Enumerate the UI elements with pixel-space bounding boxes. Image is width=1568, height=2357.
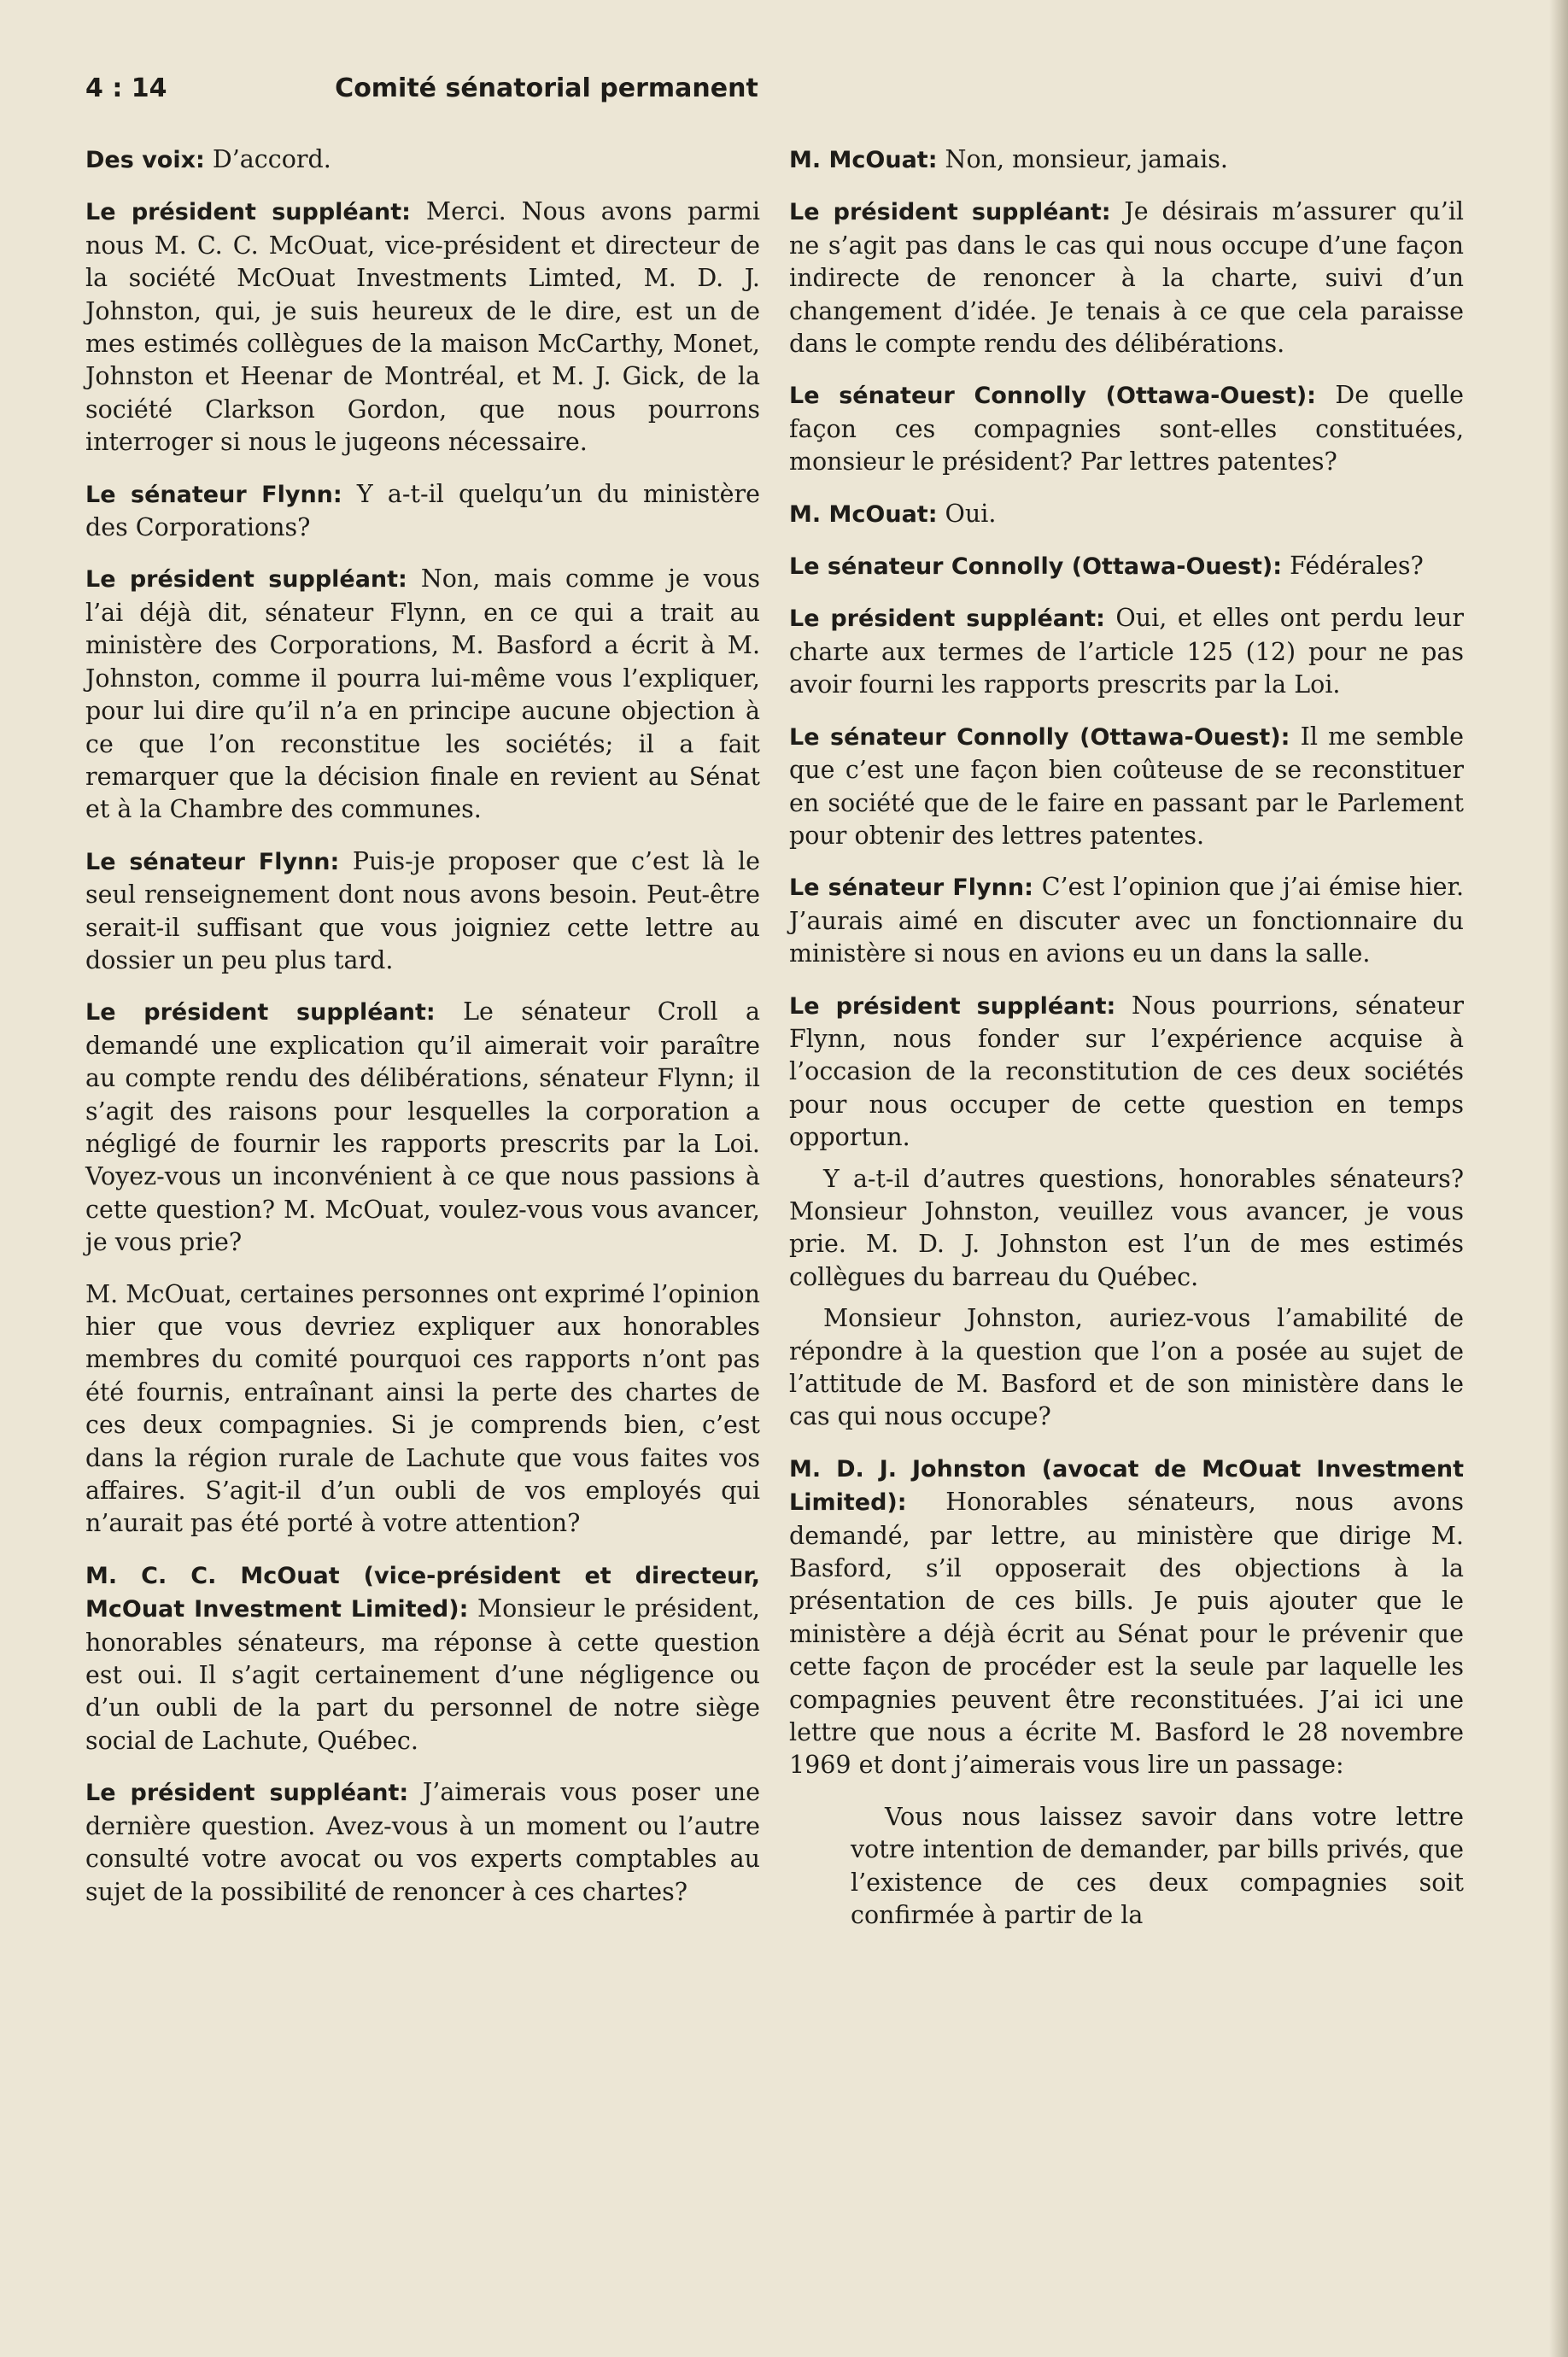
- speaker-name: M. McOuat:: [789, 147, 938, 173]
- speaker-name: M. McOuat:: [789, 500, 938, 528]
- speaker-name: M. C. C. McOuat (vice-président et directeur, McOuat Investment Limited):: [85, 1562, 760, 1623]
- speech-text: J’aimerais vous poser une dernière question. Avez-vous à un moment ou l’autre consulté votre avocat ou vos experts comptables au sujet de la possibilité de renoncer à ces chartes?: [85, 1778, 760, 1906]
- speech-text: Merci. Nous avons parmi nous M. C. C. McOuat, vice-président et directeur de la société McOuat Investments Limted, M. D. J. Johnston, qui, je suis heureux de le dire, est un de mes estimés collègues de la maison McCarthy, Monet, Johnston et Heenar de Montréal, et M. J. Gick, de la société Clarkson Gordon, que nous pourrons interroger si nous le jugeons nécessaire.: [85, 197, 760, 457]
- speech-text: De quelle façon ces compagnies sont-elles constituées, monsieur le président? Par lettres patentes?: [789, 381, 1464, 477]
- speaker-name: Le président suppléant:: [85, 999, 436, 1026]
- speaker-name: Le président suppléant:: [789, 199, 1111, 226]
- paragraph: [85, 1776, 760, 1909]
- speech-text: M. McOuat, certaines personnes ont exprimé l’opinion hier que vous devriez expliquer aux honorables membres du comité pourquoi ces rapports n’ont pas été fournis, entraînant ainsi la perte des chartes de ces deux compagnies. Si je comprends bien, c’est dans la région rurale de Lachute que vous faites vos affaires. S’agit-il d’un oubli de vos employés qui n’aurait pas été porté à votre attention?: [85, 1279, 760, 1538]
- block-quote: Vous nous laissez savoir dans votre lettre votre intention de demander, par bills privés, que l’existence de ces deux compagnies soit confirmée à partir de la: [851, 1802, 1464, 1930]
- speaker-name: Le président suppléant:: [789, 605, 1105, 633]
- paragraph: [789, 602, 1464, 701]
- speech-text: Nous pourrions, sénateur Flynn, nous fonder sur l’expérience acquise à l’occasion de la reconstitution de ces deux sociétés pour nous occuper de cette question en temps opportun.: [789, 991, 1464, 1152]
- speech-text: Puis-je proposer que c’est là le seul renseignement dont nous avons besoin. Peut-être serait-il suffisant que vous joigniez cette lettre au dossier un peu plus tard.: [85, 846, 761, 974]
- speech-text: D’accord.: [204, 145, 331, 173]
- speech-text: Le sénateur Croll a demandé une explication qu’il aimerait voir paraître au compte rendu des délibérations, sénateur Flynn; il s’agit des raisons pour lesquelles la corporation a négligé de fournir les rapports prescrits par la Loi. Voyez-vous un inconvénient à ce que nous passions à cette question? M. McOuat, voulez-vous vous avancer, je vous prie?: [85, 997, 760, 1257]
- speaker-name: Le sénateur Flynn:: [85, 481, 342, 508]
- speech-text: Il me semble que c’est une façon bien coûteuse de se reconstituer en société que de le faire en passant par le Parlement pour obtenir des lettres patentes.: [789, 722, 1464, 850]
- speaker-name: Le sénateur Connolly (Ottawa-Ouest):: [789, 553, 1283, 581]
- running-title: Comité sénatorial permanent: [335, 73, 758, 103]
- paragraph: [85, 478, 760, 545]
- paragraph: [789, 498, 1464, 531]
- paragraph: [789, 550, 1464, 583]
- speaker-name: Le président suppléant:: [85, 566, 407, 594]
- speech-text: Je désirais m’assurer qu’il ne s’agit pas dans le cas qui nous occupe d’une façon indirecte de renoncer à la charte, suivi d’un changement d’idée. Je tenais à ce que cela paraisse dans le compte rendu des délibérations.: [789, 197, 1464, 359]
- paragraph: [85, 996, 760, 1259]
- speaker-name: Le président suppléant:: [789, 992, 1116, 1020]
- page-edge-shadow: [1549, 0, 1568, 2357]
- paragraph: [789, 1163, 1464, 1295]
- speaker-name: Le président suppléant:: [85, 199, 411, 226]
- paragraph: [789, 379, 1464, 478]
- paragraph: [789, 871, 1464, 970]
- paragraph: [85, 143, 760, 177]
- speaker-name: Le sénateur Flynn:: [85, 848, 340, 875]
- page-header: [85, 73, 1008, 116]
- speech-text: Monsieur le président, honorables sénateurs, ma réponse à cette question est oui. Il s’agit certainement d’une négligence ou d’un oubli de la part du personnel de notre siège social de Lachute, Québec.: [85, 1594, 760, 1755]
- speech-text: Non, mais comme je vous l’ai déjà dit, sénateur Flynn, en ce qui a trait au ministère des Corporations, M. Basford a écrit à M. Johnston, comme il pourra lui-même vous l’expliquer, pour lui dire qu’il n’a en principe aucune objection à ce que l’on reconstitue les sociétés; il a fait remarquer que la décision finale en revient au Sénat et à la Chambre des communes.: [85, 564, 760, 824]
- paragraph: [789, 990, 1464, 1155]
- speech-text: Oui, et elles ont perdu leur charte aux termes de l’article 125 (12) pour ne pas avoir fourni les rapports prescrits par la Loi.: [789, 604, 1464, 699]
- paragraph: [789, 196, 1464, 360]
- paragraph: [789, 143, 1464, 177]
- speech-text: Y a-t-il quelqu’un du ministère des Corporations?: [85, 479, 761, 542]
- speech-text: C’est l’opinion que j’ai émise hier. J’aurais aimé en discuter avec un fonctionnaire du ministère si nous en avions eu un dans la salle.: [789, 873, 1464, 968]
- page-number: 4 : 14: [85, 73, 167, 103]
- speech-text: Non, monsieur, jamais.: [937, 145, 1228, 173]
- paragraph: [789, 721, 1464, 853]
- speech-text: Fédérales?: [1282, 552, 1424, 581]
- speaker-name: Des voix:: [85, 147, 205, 173]
- speaker-name: Le sénateur Flynn:: [789, 874, 1033, 902]
- paragraph: [85, 1278, 760, 1541]
- speaker-name: M. D. J. Johnston (avocat de McOuat Investment Limited):: [789, 1455, 1464, 1517]
- paragraph: [789, 1302, 1464, 1434]
- speech-text: Oui.: [937, 499, 997, 528]
- speech-text: Y a-t-il d’autres questions, honorables sénateurs? Monsieur Johnston, veuillez vous avancer, je vous prie. M. D. J. Johnston est l’un de mes estimés collègues du barreau du Québec.: [789, 1164, 1464, 1291]
- paragraph: [85, 845, 760, 978]
- speaker-name: Le sénateur Connolly (Ottawa-Ouest):: [789, 383, 1316, 410]
- left-column: [85, 143, 760, 1927]
- paragraph: [85, 563, 760, 826]
- speaker-name: Le président suppléant:: [85, 1780, 409, 1807]
- paragraph: [85, 196, 760, 459]
- speaker-name: Le sénateur Connolly (Ottawa-Ouest):: [789, 723, 1290, 751]
- right-column: [789, 143, 1464, 1933]
- speech-text: Honorables sénateurs, nous avons demandé, par lettre, au ministère que dirige M. Basford, s’il opposerait des objections à la présentation de ces bills. Je puis ajouter que le ministère a déjà écrit au Sénat pour le prévenir que cette façon de procéder est la seule par laquelle les compagnies peuvent être reconstituées. J’ai ici une lettre que nous a écrite M. Basford le 28 novembre 1969 et dont j’aimerais vous lire un passage:: [789, 1488, 1464, 1780]
- speech-text: Monsieur Johnston, auriez-vous l’amabilité de répondre à la question que l’on a posée au sujet de l’attitude de M. Basford et de son ministère dans le cas qui nous occupe?: [789, 1304, 1464, 1431]
- paragraph: [85, 1559, 760, 1758]
- paragraph: [789, 1453, 1464, 1782]
